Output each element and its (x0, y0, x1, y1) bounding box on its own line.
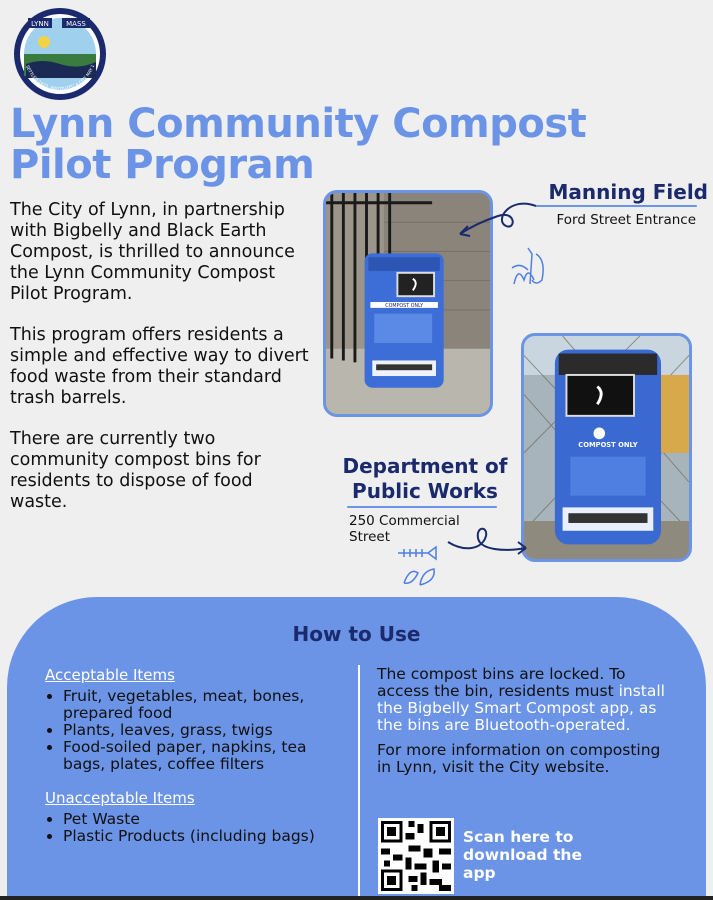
how-to-use-title: How to Use (292, 622, 421, 646)
manning-field-title: Manning Field (548, 180, 708, 204)
dpw-subtitle-line-1: 250 Commercial (349, 513, 460, 529)
bin-access-info (377, 666, 677, 734)
unacceptable-items-heading: Unacceptable Items (45, 789, 195, 807)
list-item: • Plastic Products (including bags) (63, 828, 345, 845)
intro-paragraph-3: There are currently two community compost bins for residents to dispose of food waste. (10, 429, 261, 512)
fish-bones-icon (394, 543, 444, 589)
scan-line-1: Scan here to (463, 828, 574, 846)
seal-top-text: LYNN (31, 20, 49, 28)
food-scraps-icon (508, 244, 556, 290)
list-item: • Plants, leaves, grass, twigs (63, 722, 345, 739)
items-column (45, 666, 345, 845)
dpw-title-line-2: Public Works (352, 479, 498, 503)
dpw-title (330, 454, 520, 504)
intro-paragraph-1: The City of Lynn, in partnership with Bigbelly and Black Earth Compost, is thrilled to announce the Lynn Community Compost Pilot Program. (10, 200, 295, 304)
arrow-to-dpw-icon (444, 522, 532, 556)
intro-paragraph-2: This program offers residents a simple and effective way to divert food waste from their standard trash barrels. (10, 325, 309, 408)
acceptable-items-heading: Acceptable Items (45, 666, 175, 684)
arrow-to-manning-icon (450, 196, 540, 244)
bin-access-text: The compost bins are locked. To access the bin, residents must (377, 665, 626, 700)
list-item: • Pet Waste (63, 811, 345, 828)
manning-field-underline (535, 205, 697, 207)
dpw-photo (521, 333, 692, 562)
more-info-text: For more information on composting in Lynn, visit the City website. (377, 741, 661, 776)
app-install-highlight: install the Bigbelly Smart Compost app, as the bins are Bluetooth-operated. (377, 682, 665, 734)
page-title: Lynn Community Compost Pilot Program (10, 101, 587, 188)
bin-label-2: COMPOST ONLY (578, 440, 638, 450)
bottom-edge (0, 896, 713, 900)
list-item: • Fruit, vegetables, meat, bones, prepared food (63, 688, 345, 722)
intro-text (10, 200, 310, 533)
acceptable-items-list (45, 688, 345, 773)
scan-app-text (463, 828, 613, 882)
dpw-subtitle-line-2: Street (349, 529, 391, 545)
unacceptable-items-list (45, 811, 345, 845)
bin-label-1: COMPOST ONLY (385, 303, 424, 309)
seal-ring-text: SETTLED 1629. INSTITUTED A CITY MAY 1 (24, 64, 97, 93)
dpw-title-line-1: Department of (342, 454, 508, 478)
manning-field-subtitle: Ford Street Entrance (556, 212, 696, 228)
list-item: • Food-soiled paper, napkins, tea bags, plates, coffee filters (63, 739, 345, 773)
dpw-underline (347, 506, 497, 508)
city-seal-icon (12, 6, 108, 102)
qr-code-icon[interactable] (378, 818, 454, 894)
scan-line-2: download the (463, 846, 582, 864)
column-divider (358, 665, 360, 900)
scan-line-3: app (463, 864, 496, 882)
info-column (377, 666, 677, 784)
seal-state-text: MASS (66, 20, 86, 28)
